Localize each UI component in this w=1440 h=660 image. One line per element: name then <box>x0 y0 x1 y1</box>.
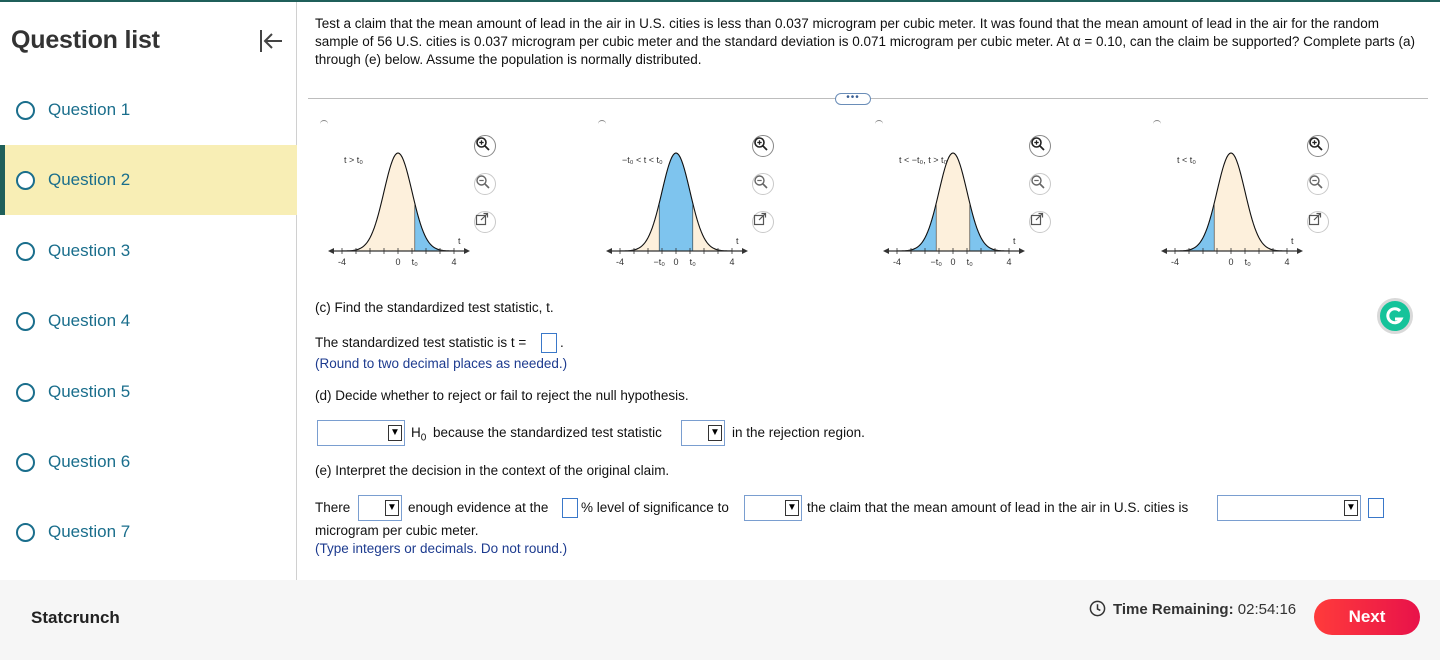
shaded-region <box>659 153 693 251</box>
axis-tick-label: 4 <box>451 257 457 267</box>
zoom-out-icon[interactable] <box>1307 173 1329 195</box>
graph-option-4[interactable] <box>1153 120 1353 280</box>
question-item-label: Question 4 <box>48 311 131 330</box>
axis-tick-label: -4 <box>615 257 625 267</box>
axis-right-arrow <box>464 248 470 254</box>
shaded-region <box>970 203 1009 251</box>
graph-caption: t > t₀ <box>344 155 363 165</box>
curve-area <box>897 153 1009 251</box>
normal-curve-graph <box>598 120 778 280</box>
zoom-in-icon[interactable] <box>1307 135 1329 157</box>
shaded-region <box>415 203 454 251</box>
popout-icon[interactable] <box>1307 211 1329 233</box>
axis-variable-label: t <box>1013 236 1016 246</box>
axis-left-arrow <box>883 248 889 254</box>
axis-right-arrow <box>1019 248 1025 254</box>
h0-label: $H_0$ <box>411 425 427 444</box>
axis-tick-label: t₀ <box>689 257 696 267</box>
axis-left-arrow <box>606 248 612 254</box>
question-item-7[interactable] <box>0 497 297 567</box>
axis-tick-label: -4 <box>337 257 347 267</box>
radio-circle-icon <box>16 523 35 542</box>
radio-circle-icon <box>16 242 35 261</box>
expand-question-button[interactable]: ••• <box>835 93 871 105</box>
graph-option-1[interactable] <box>320 120 520 280</box>
significance-level-input[interactable] <box>562 498 578 518</box>
question-panel <box>298 2 1440 580</box>
zoom-in-icon[interactable] <box>474 135 496 157</box>
part-d-mid-text: because the standardized test statistic <box>433 425 662 440</box>
question-item-3[interactable] <box>0 216 297 286</box>
part-e-there: There <box>315 500 351 515</box>
question-item-5[interactable] <box>0 357 297 427</box>
graph-caption: t < −t₀, t > t₀ <box>899 155 948 165</box>
axis-tick-label: t₀ <box>411 257 418 267</box>
comparison-dropdown[interactable] <box>1217 495 1361 521</box>
part-e-enough: enough evidence at the <box>408 500 549 515</box>
question-item-label: Question 6 <box>48 452 131 471</box>
shaded-region <box>1175 203 1214 251</box>
part-d-end-text: in the rejection region. <box>732 425 865 440</box>
normal-curve-graph <box>320 120 500 280</box>
question-item-label: Question 1 <box>48 100 131 119</box>
graph-option-3[interactable] <box>875 120 1075 280</box>
part-e-claim: the claim that the mean amount of lead in the air in U.S. cities is <box>807 500 1189 515</box>
shaded-region <box>897 203 936 251</box>
support-reject-dropdown[interactable] <box>744 495 802 521</box>
question-item-label: Question 2 <box>48 170 131 189</box>
chevron-down-icon: ▼ <box>708 425 722 441</box>
part-d-heading: (d) Decide whether to reject or fail to reject the null hypothesis. <box>315 388 689 403</box>
normal-curve-graph <box>1153 120 1333 280</box>
axis-tick-label: −t₀ <box>653 257 665 267</box>
axis-tick-label: −t₀ <box>930 257 942 267</box>
zoom-out-icon[interactable] <box>752 173 774 195</box>
part-e-unit: microgram per cubic meter. <box>315 523 479 538</box>
axis-left-arrow <box>328 248 334 254</box>
axis-tick-label: 0 <box>673 257 679 267</box>
radio-circle-icon <box>16 383 35 402</box>
popout-icon[interactable] <box>752 211 774 233</box>
axis-tick-label: 0 <box>395 257 401 267</box>
graph-caption: t < t₀ <box>1177 155 1196 165</box>
axis-tick-label: 4 <box>1284 257 1290 267</box>
claim-value-input[interactable] <box>1368 498 1384 518</box>
part-c-period: . <box>560 335 564 350</box>
grammarly-icon <box>1380 301 1410 331</box>
chevron-down-icon: ▼ <box>1344 500 1358 516</box>
graph-caption: −t₀ < t < t₀ <box>622 155 663 165</box>
statcrunch-link[interactable]: Statcrunch <box>31 608 120 627</box>
axis-variable-label: t <box>1291 236 1294 246</box>
reject-decision-dropdown[interactable] <box>317 420 405 446</box>
part-e-hint: (Type integers or decimals. Do not round.) <box>315 541 568 556</box>
question-list-sidebar <box>0 2 297 580</box>
next-button[interactable]: Next <box>1314 599 1420 635</box>
footer-bar <box>0 580 1440 660</box>
chevron-down-icon: ▼ <box>385 500 399 516</box>
part-c-hint: (Round to two decimal places as needed.) <box>315 356 568 371</box>
graph-option-2[interactable] <box>598 120 798 280</box>
curve-area <box>1175 153 1287 251</box>
normal-curve-graph <box>875 120 1055 280</box>
axis-variable-label: t <box>736 236 739 246</box>
axis-tick-label: -4 <box>1170 257 1180 267</box>
axis-right-arrow <box>742 248 748 254</box>
axis-tick-label: 0 <box>950 257 956 267</box>
question-item-6[interactable] <box>0 427 297 497</box>
axis-tick-label: t₀ <box>1244 257 1251 267</box>
time-value: 02:54:16 <box>1237 601 1297 618</box>
axis-right-arrow <box>1297 248 1303 254</box>
question-item-4[interactable] <box>0 286 297 356</box>
sidebar-title: Question list <box>11 26 160 54</box>
part-c-heading: (c) Find the standardized test statistic, t. <box>315 300 554 315</box>
radio-circle-icon <box>16 312 35 331</box>
radio-circle-icon <box>16 453 35 472</box>
zoom-out-icon[interactable] <box>1029 173 1051 195</box>
question-item-label: Question 3 <box>48 241 131 260</box>
axis-variable-label: t <box>458 236 461 246</box>
t-statistic-input[interactable] <box>541 333 557 353</box>
question-item-label: Question 5 <box>48 382 131 401</box>
time-remaining <box>1089 600 1296 618</box>
part-e-heading: (e) Interpret the decision in the context of the original claim. <box>315 463 670 478</box>
axis-tick-label: 0 <box>1228 257 1234 267</box>
grammarly-button[interactable] <box>1377 298 1413 334</box>
evidence-dropdown[interactable] <box>358 495 402 521</box>
part-e-pct: % level of significance to <box>581 500 729 515</box>
question-item-1[interactable] <box>0 75 297 145</box>
axis-tick-label: 4 <box>1006 257 1012 267</box>
collapse-sidebar-icon[interactable] <box>256 26 286 56</box>
popout-icon[interactable] <box>474 211 496 233</box>
question-item-2[interactable] <box>0 145 297 215</box>
chevron-down-icon: ▼ <box>785 500 799 516</box>
zoom-out-icon[interactable] <box>474 173 496 195</box>
question-item-label: Question 7 <box>48 522 131 541</box>
axis-left-arrow <box>1161 248 1167 254</box>
time-label: Time Remaining: <box>1113 601 1234 618</box>
popout-icon[interactable] <box>1029 211 1051 233</box>
radio-circle-icon <box>16 171 35 190</box>
chevron-down-icon: ▼ <box>388 425 402 441</box>
radio-circle-icon <box>16 101 35 120</box>
axis-tick-label: t₀ <box>966 257 973 267</box>
question-text: Test a claim that the mean amount of lead in the air in U.S. cities is less than 0.037 microgram per cubic meter. It was found that the mean amount of lead in the air for the random sample of 56 U.S. cities is 0.037 microgram per cubic meter and the standard deviation is 0.071 microgram per cubic meter. At α = 0.10, can the claim be supported? Complete parts (a) through (e) below. Assume the population is normally distributed. <box>315 16 1415 67</box>
zoom-in-icon[interactable] <box>1029 135 1051 157</box>
curve-area <box>342 153 454 251</box>
part-c-prompt: The standardized test statistic is t = <box>315 335 527 350</box>
zoom-in-icon[interactable] <box>752 135 774 157</box>
axis-tick-label: 4 <box>729 257 735 267</box>
clock-icon <box>1089 600 1106 617</box>
is-isnot-dropdown[interactable] <box>681 420 725 446</box>
axis-tick-label: -4 <box>892 257 902 267</box>
